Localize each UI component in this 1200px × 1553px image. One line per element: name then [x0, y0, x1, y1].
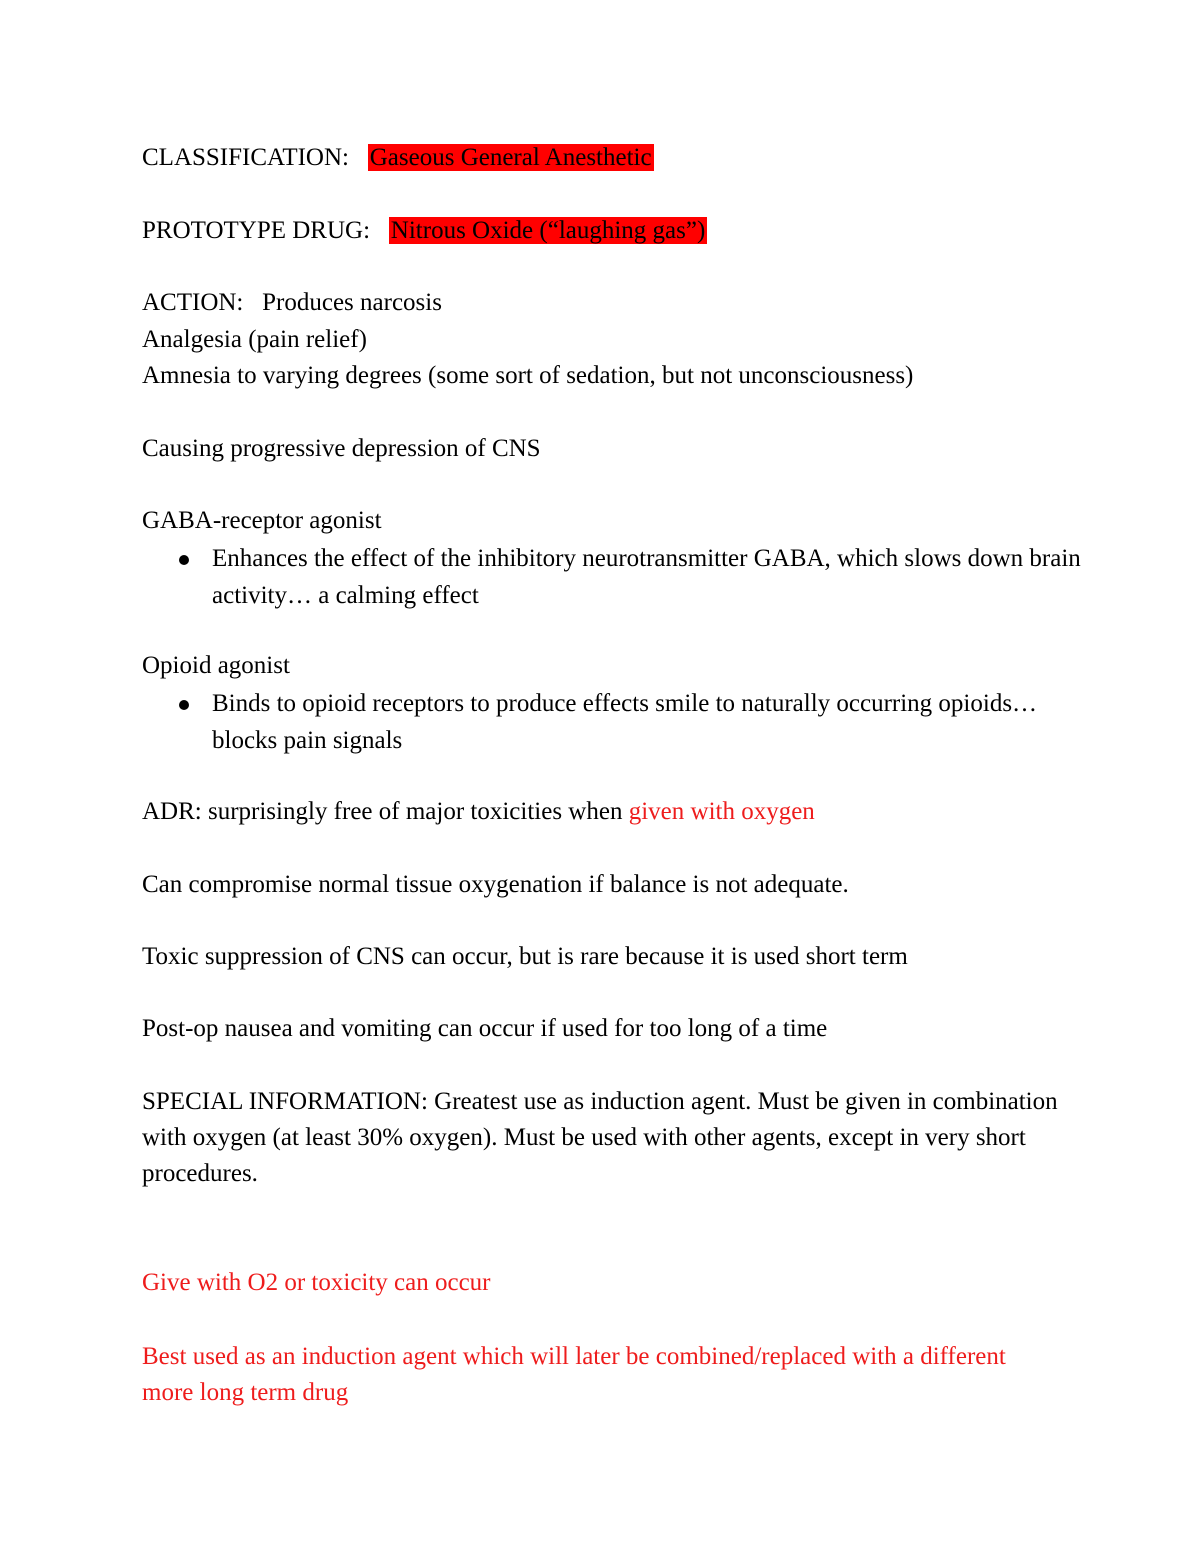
action-value: Produces narcosis [262, 289, 442, 316]
gaba-bullet: Enhances the effect of the inhibitory neurotransmitter GABA, which slows down brain activity… a calming effect [212, 545, 1081, 609]
action-label: ACTION: [142, 289, 244, 316]
adr-line [142, 794, 815, 830]
prototype-value: Nitrous Oxide (“laughing gas”) [390, 217, 706, 244]
classification-label: CLASSIFICATION: [142, 144, 349, 171]
prototype-label: PROTOTYPE DRUG: [142, 217, 371, 244]
bullet-icon [179, 700, 189, 710]
bullet-icon [179, 555, 189, 565]
note-induction: Best used as an induction agent which will later be combined/replaced with a different more long term drug [142, 1343, 1006, 1406]
classification-value: Gaseous General Anesthetic [369, 144, 652, 171]
tissue-oxygenation-line: Can compromise normal tissue oxygenation if balance is not adequate. [142, 871, 849, 898]
analgesia-line: Analgesia (pain relief) [142, 326, 367, 353]
classification-line [142, 140, 654, 176]
post-op-line: Post-op nausea and vomiting can occur if used for too long of a time [142, 1015, 828, 1042]
cns-depression-line: Causing progressive depression of CNS [142, 435, 541, 462]
adr-highlight: given with oxygen [628, 798, 815, 825]
toxic-suppression-line: Toxic suppression of CNS can occur, but is rare because it is used short term [142, 943, 908, 970]
prototype-line [142, 213, 707, 249]
opioid-heading: Opioid agonist [142, 652, 290, 679]
opioid-bullet: Binds to opioid receptors to produce effects smile to naturally occurring opioids… blocks pain signals [212, 690, 1038, 754]
gaba-heading: GABA-receptor agonist [142, 507, 382, 534]
adr-text: ADR: surprisingly free of major toxicities when [142, 798, 623, 825]
action-line [142, 285, 442, 321]
amnesia-line: Amnesia to varying degrees (some sort of sedation, but not unconsciousness) [142, 362, 914, 389]
note-o2: Give with O2 or toxicity can occur [142, 1269, 491, 1296]
special-information: SPECIAL INFORMATION: Greatest use as induction agent. Must be given in combination with oxygen (at least 30% oxygen). Must be used with other agents, except in very short procedures. [142, 1088, 1058, 1187]
